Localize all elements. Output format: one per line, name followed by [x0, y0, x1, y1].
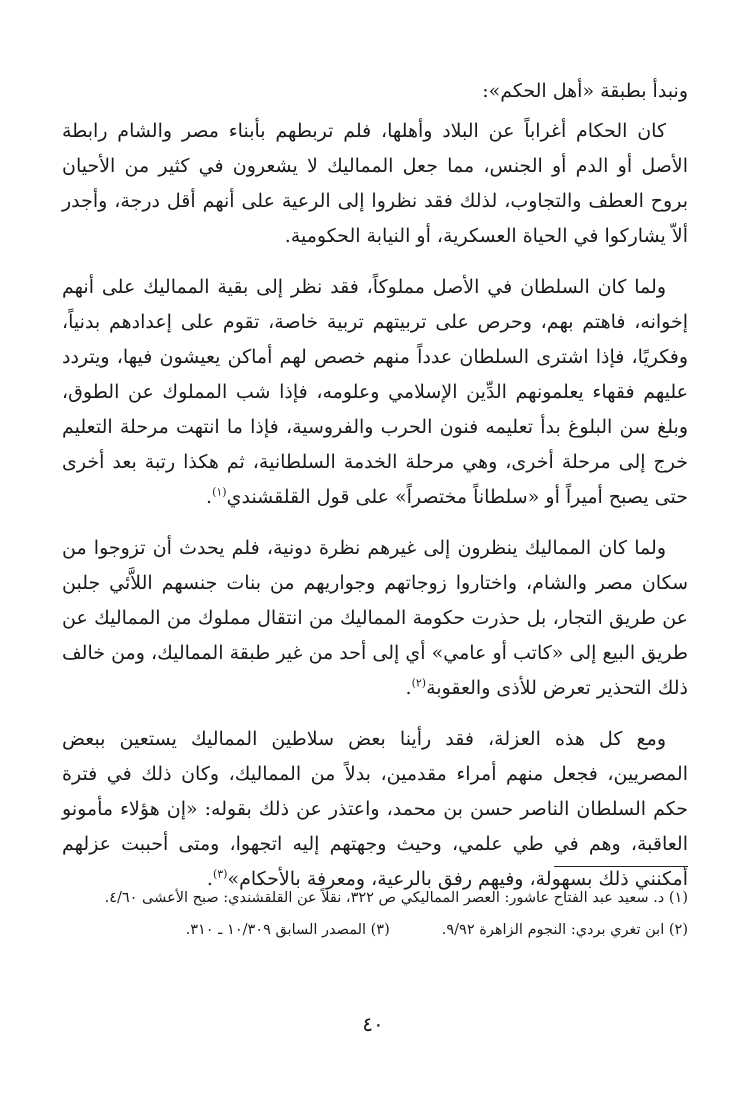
paragraph-text: ولما كان السلطان في الأصل مملوكاً، فقد نظر إلى بقية المماليك على أنهم إخوانه، فاهتم بهم، وحرص على تربيتهم تربية خاصة، تقوم على إعدادهم بدنياً، وفكريًا، فإذا اشترى السلطان عدداً منهم خصص لهم أماكن يعيشون فيها، ويتردد عليهم فقهاء يعلمونهم الدِّين الإسلامي وعلومه، فإذا شب المملوك عن الطوق، وبلغ سن البلوغ بدأ تعليمه فنون الحرب والفروسية، فإذا ما انتهت مرحلة التعليم خرج إلى مرحلة أخرى، وهي مرحلة الخدمة السلطانية، ثم هكذا رتبة بعد أخرى حتى يصبح أميراً أو «سلطاناً مختصراً» على قول القلقشندي	[62, 276, 688, 508]
paragraph-text: ولما كان المماليك ينظرون إلى غيرهم نظرة دونية، فلم يحدث أن تزوجوا من سكان مصر والشام، واختاروا زوجاتهم وجواريهم من بنات جنسهم اللاَّئي جلبن عن طريق التجار، بل حذرت حكومة المماليك من انتقال مملوك من المماليك عن طريق البيع إلى «كاتب أو عامي» أي إلى أحد من غير طبقة المماليك، ومن خالف ذلك التحذير تعرض للأذى والعقوبة	[62, 537, 688, 699]
footnotes	[62, 884, 688, 944]
footnote-ref: (٢)	[411, 676, 427, 690]
paragraph: ومع كل هذه العزلة، فقد رأينا بعض سلاطين المماليك يستعين ببعض المصريين، فجعل منهم أمراء مقدمين، بدلاً من المماليك، وكان ذلك في فترة حكم السلطان الناصر حسن بن محمد، واعتذر عن ذلك بقوله: «إن هؤلاء مأمونو العاقبة، وهم في طي علمي، وحيث وجهتهم إليه اتجهوا، ومتى أحببت عزلهم أمكنني ذلك بسهولة، وفيهم رفق بالرعية، ومعرفة بالأحكام»$^{(٣)}$.	[62, 728, 688, 890]
paragraph-text: ومع كل هذه العزلة، فقد رأينا بعض سلاطين المماليك يستعين ببعض المصريين، فجعل منهم أمراء مقدمين، بدلاً من المماليك، وكان ذلك في فترة حكم السلطان الناصر حسن بن محمد، واعتذر عن ذلك بقوله: «إن هؤلاء مأمونو العاقبة، وهم في طي علمي، وحيث وجهتهم إليه اتجهوا، ومتى أحببت عزلهم أمكنني ذلك بسهولة، وفيهم رفق بالرعية، ومعرفة بالأحكام»	[62, 728, 688, 890]
footnote-ref: (٣)	[212, 867, 228, 881]
main-text	[62, 74, 688, 913]
paragraph-text: ونبدأ بطبقة «أهل الحكم»:	[482, 80, 688, 102]
paragraph-text: كان الحكام أغراباً عن البلاد وأهلها، فلم تربطهم بأبناء مصر والشام رابطة الأصل أو الدم أو الجنس، مما جعل المماليك لا يشعرون في كثير من الأحيان بروح العطف والتجاوب، لذلك فقد نظروا إلى الرعية على أنهم أقل درجة، وأجدر ألاّ يشاركوا في الحياة العسكرية، أو النيابة الحكومية.	[62, 120, 688, 247]
page-number: ٤٠	[362, 1012, 384, 1036]
footnote-divider	[554, 866, 688, 867]
footnote-3: (٣) المصدر السابق ١٠/٣٠٩ ـ ٣١٠.	[185, 922, 390, 938]
footnote-row	[62, 916, 688, 944]
footnote-2: (٢) ابن تغري بردي: النجوم الزاهرة ٩/٩٢.	[441, 922, 688, 938]
footnote-ref: (١)	[212, 485, 227, 499]
paragraph: ولما كان السلطان في الأصل مملوكاً، فقد نظر إلى بقية المماليك على أنهم إخوانه، فاهتم بهم، وحرص على تربيتهم تربية خاصة، تقوم على إعدادهم بدنياً، وفكريًا، فإذا اشترى السلطان عدداً منهم خصص لهم أماكن يعيشون فيها، ويتردد عليهم فقهاء يعلمونهم الدِّين الإسلامي وعلومه، فإذا شب المملوك عن الطوق، وبلغ سن البلوغ بدأ تعليمه فنون الحرب والفروسية، فإذا ما انتهت مرحلة التعليم خرج إلى مرحلة أخرى، وهي مرحلة الخدمة السلطانية، ثم هكذا رتبة بعد أخرى حتى يصبح أميراً أو «سلطاناً مختصراً» على قول القلقشندي$^{(١)}$.	[62, 276, 688, 508]
footnote-1: (١) د. سعيد عبد الفتاح عاشور: العصر المماليكي ص ٣٢٢، نقلاً عن القلقشندي: صبح الأعشى ٤/٦٠.	[104, 890, 688, 906]
paragraph	[62, 74, 688, 109]
paragraph	[62, 114, 688, 254]
paragraph: ولما كان المماليك ينظرون إلى غيرهم نظرة دونية، فلم يحدث أن تزوجوا من سكان مصر والشام، واختاروا زوجاتهم وجواريهم من بنات جنسهم اللاَّئي جلبن عن طريق التجار، بل حذرت حكومة المماليك من انتقال مملوك من المماليك عن طريق البيع إلى «كاتب أو عامي» أي إلى أحد من غير طبقة المماليك، ومن خالف ذلك التحذير تعرض للأذى والعقوبة$^{(٢)}$.	[62, 537, 688, 699]
